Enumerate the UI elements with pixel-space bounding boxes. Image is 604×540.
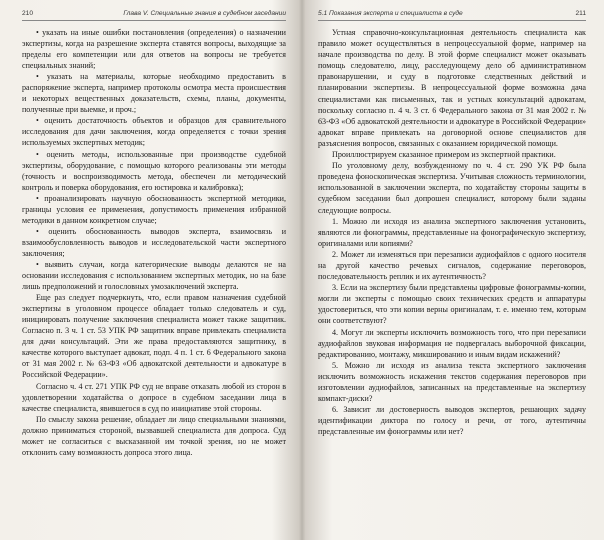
- paragraph: • оценить обоснованность выводов эксперта, взаимосвязь и взаимообусловленность выводов и исследовательской части экспертного заключения;: [22, 226, 286, 258]
- paragraph: Устная справочно-консультационная деятельность специалиста как правило может осуществляться в непроцессуальной форме, например на начале производства по делу. В этой форме специалист может оказывать помощь следователю, лицу, расследующему дело об административном правонарушении, и суду в подготовке следственных действий и планировании экспертизы. В непроцессуальной форме возможна дача специалистами как письменных, так и устных консультаций адвокатам, поскольку согласно п. 4 ч. 3 ст. 6 Федерального закона от 31 мая 2002 г. № 63-ФЗ «Об адвокатской деятельности и адвокатуре в Российской Федерации» адвокат вправе привлекать на договорной основе специалистов для разъяснения вопросов, связанных с оказанием юридической помощи.: [318, 28, 586, 148]
- right-page: [306, 0, 604, 540]
- question-paragraph: 6. Зависит ли достоверность выводов экспертов, решающих задачу идентификации диктора по голосу и речи, от того, аутентичны представленные им фонограммы или нет?: [318, 405, 586, 437]
- left-page: [0, 0, 298, 540]
- paragraph: • проанализировать научную обоснованность экспертной методики, границы условия ее применения, допустимость применения избранной методики в данном конкретном случае;: [22, 193, 286, 225]
- paragraph: • оценить достаточность объектов и образцов для сравнительного исследования для дачи заключения, когда определяется с точки зрения используемых экспертных методик;: [22, 116, 286, 148]
- question-paragraph: 4. Могут ли эксперты исключить возможность того, что при перезаписи аудиофайлов звуковая информация не подвергалась выборочной фиксации, редактированию, монтажу, микшированию и иным видам искажений?: [318, 327, 586, 359]
- left-running-head-title: Глава V. Специальные знания в судебном заседании: [123, 10, 286, 17]
- question-paragraph: 1. Можно ли исходя из анализа экспертного заключения установить, являются ли фонограммы, представленные на фонографическую экспертизу, оригиналами или копиями?: [318, 216, 586, 248]
- left-page-text: [22, 27, 286, 458]
- paragraph: • выявить случаи, когда категорические выводы делаются не на основании исследования с использованием экспертных методик, но на базе лишь предположений и голословных умозаключений эксперта.: [22, 259, 286, 292]
- left-running-head: [22, 10, 286, 21]
- left-page-number: 210: [22, 10, 34, 17]
- right-running-head-title: 5.1 Показания эксперта и специалиста в суде: [318, 10, 463, 17]
- paragraph: По уголовному делу, возбужденному по ч. 4 ст. 290 УК РФ была проведена фоноскопическая экспертиза. Учитывая сложность терминологии, использованной в заключении эксперта, по ходатайству стороны защиты в судебном заседании был допрошен специалист, которому были заданы следующие вопросы.: [318, 161, 586, 215]
- question-paragraph: 3. Если на экспертизу были представлены цифровые фонограммы-копии, могли ли эксперты с помощью своих технических средств и аппаратуры удостовериться, что эти копии верны оригиналам, т. е. именно тем, которым они соответствуют?: [318, 283, 586, 326]
- question-paragraph: 2. Может ли изменяться при перезаписи аудиофайлов с одного носителя на другой качество речевых сигналов, содержание переговоров, последовательность реплик и их аутентичность?: [318, 249, 586, 282]
- paragraph: Проиллюстрируем сказанное примером из экспертной практики.: [332, 150, 556, 160]
- right-page-text: [318, 27, 586, 437]
- right-page-number: 211: [575, 10, 586, 17]
- question-paragraph: 5. Можно ли исходя из анализа текста экспертного заключения исключить возможность искажения текстов содержания переговоров при изготовлении аудиофайлов, записанных на представленные на экспертизу компакт-диски?: [318, 360, 586, 404]
- right-running-head: [318, 10, 586, 21]
- paragraph: Согласно ч. 4 ст. 271 УПК РФ суд не вправе отказать любой из сторон в удовлетворении ходатайства о допросе в судебном заседании лица в качестве специалиста, явившегося в суд по инициативе этой стороны.: [22, 381, 286, 413]
- paragraph: Еще раз следует подчеркнуть, что, если правом назначения судебной экспертизы в уголовном процессе обладает только следователь и суд, инициировать получение заключения специалиста может также защитник. Согласно п. 3 ч. 1 ст. 53 УПК РФ защитник вправе привлекать специалиста для дачи консультаций. Эти же права предоставляются защитнику, в качестве которого выступает адвокат, подп. 4 п. 1 ст. 6 Федерального закона от 31 мая 2002 г. № 63-ФЗ «Об адвокатской деятельности и адвокатуре в Российской Федерации».: [22, 293, 286, 380]
- paragraph: • оценить методы, использованные при производстве судебной экспертизы, оборудование, с помощью которого реализованы эти методы (точность и воспроизводимость метода, обеспечен ли методический контроль и поверка оборудования, его юстировка и калибровка);: [22, 149, 286, 192]
- paragraph: • указать на материалы, которые необходимо предоставить в распоряжение эксперта, например протоколы осмотра места происшествия и некоторых вещественных доказательств, схемы, планы, документы, полученные при выемке, и проч.;: [22, 72, 286, 115]
- paragraph: По смыслу закона решение, обладает ли лицо специальными знаниями, должно приниматься стороной, вызвавшей специалиста для допроса. Суд может не согласиться с высказанной им точкой зрения, но не может отклонить саму возможность допроса этого лица.: [22, 414, 286, 457]
- paragraph: • указать на иные ошибки постановления (определения) о назначении экспертизы, когда на разрешение эксперта ставятся вопросы, выходящие за пределы его компетенции или для ответов на вопросы не требуется специальных знаний;: [22, 28, 286, 71]
